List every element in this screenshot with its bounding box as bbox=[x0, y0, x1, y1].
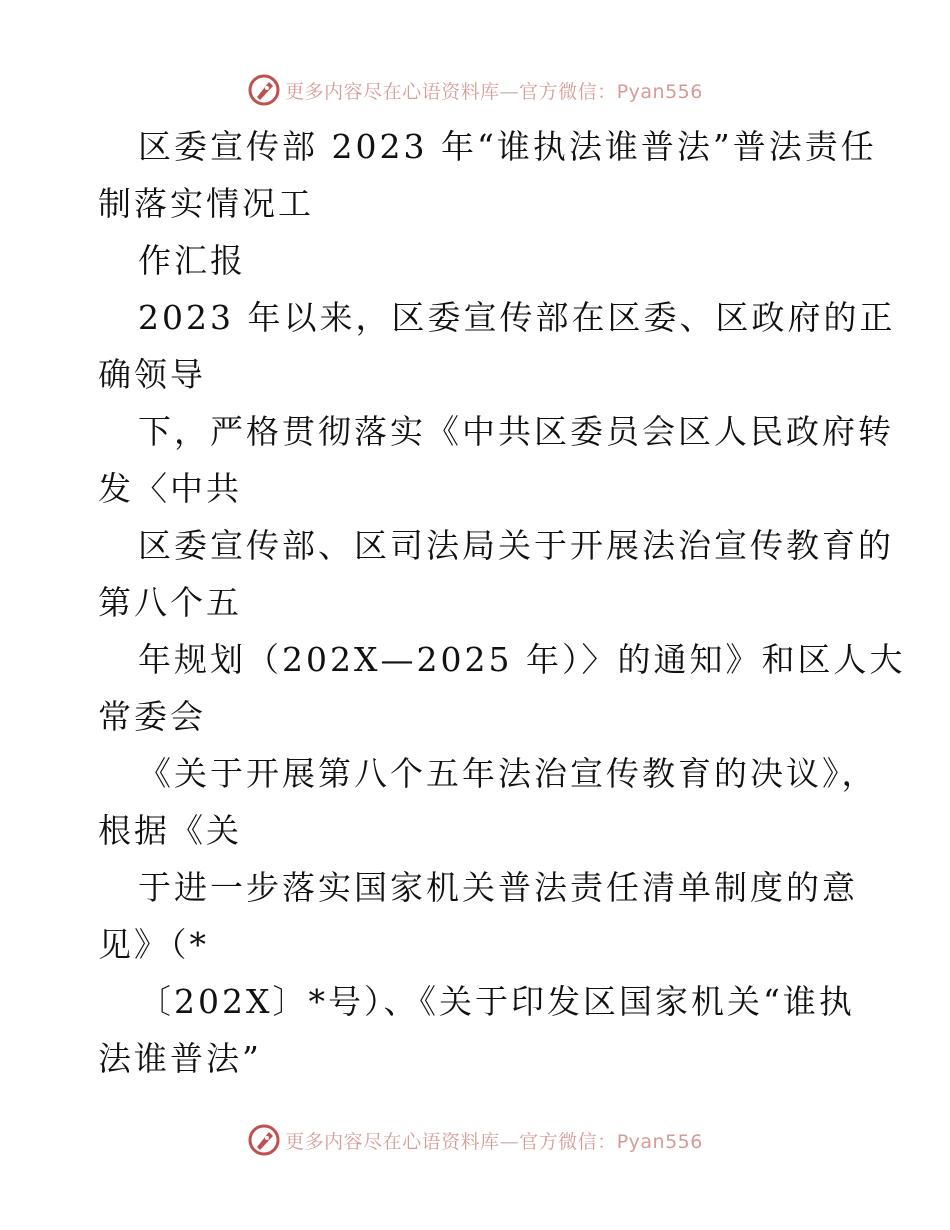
wechat-id: Pyan556 bbox=[616, 1130, 703, 1153]
pen-nib-logo-icon bbox=[247, 73, 281, 107]
paragraph-line: 确领导 bbox=[98, 355, 206, 394]
paragraph-line: 作汇报 bbox=[138, 241, 246, 280]
watermark-text bbox=[285, 1127, 703, 1154]
paragraph-line: 〔202X〕*号）、《关于印发区国家机关“谁执 bbox=[138, 982, 855, 1021]
brand-text: 更多内容尽在心语资料库 bbox=[285, 1130, 500, 1153]
paragraph-line: 第八个五 bbox=[98, 583, 242, 622]
paragraph-line: 2023 年以来，区委宣传部在区委、区政府的正 bbox=[138, 298, 896, 337]
paragraph-line: 于进一步落实国家机关普法责任清单制度的意 bbox=[138, 868, 858, 907]
paragraph-line: 见》（* bbox=[98, 925, 209, 964]
paragraph-line: 下，严格贯彻落实《中共区委员会区人民政府转 bbox=[138, 412, 894, 451]
separator: — bbox=[499, 80, 520, 103]
paragraph-line: 制落实情况工 bbox=[98, 184, 314, 223]
paragraph-line: 发〈中共 bbox=[98, 469, 242, 508]
paragraph-line: 常委会 bbox=[98, 697, 206, 736]
wechat-label: 官方微信： bbox=[519, 1130, 617, 1153]
brand-text: 更多内容尽在心语资料库 bbox=[285, 80, 500, 103]
header-watermark-banner bbox=[0, 72, 950, 108]
paragraph-line: 区委宣传部 2023 年“谁执法谁普法”普法责任 bbox=[138, 127, 877, 166]
paragraph-line: 《关于开展第八个五年法治宣传教育的决议》， bbox=[138, 754, 878, 793]
wechat-label: 官方微信： bbox=[519, 80, 617, 103]
pen-nib-logo-icon bbox=[247, 1123, 281, 1157]
paragraph-line: 区委宣传部、区司法局关于开展法治宣传教育的 bbox=[138, 526, 894, 565]
paragraph-line: 年规划（202X—2025 年）〉的通知》和区人大 bbox=[138, 640, 906, 679]
footer-watermark-banner bbox=[0, 1122, 950, 1158]
document-body bbox=[98, 118, 906, 1087]
wechat-id: Pyan556 bbox=[616, 80, 703, 103]
separator: — bbox=[499, 1130, 520, 1153]
watermark-text bbox=[285, 77, 703, 104]
paragraph-line: 根据《关 bbox=[98, 811, 242, 850]
paragraph-line: 法谁普法” bbox=[98, 1039, 262, 1078]
